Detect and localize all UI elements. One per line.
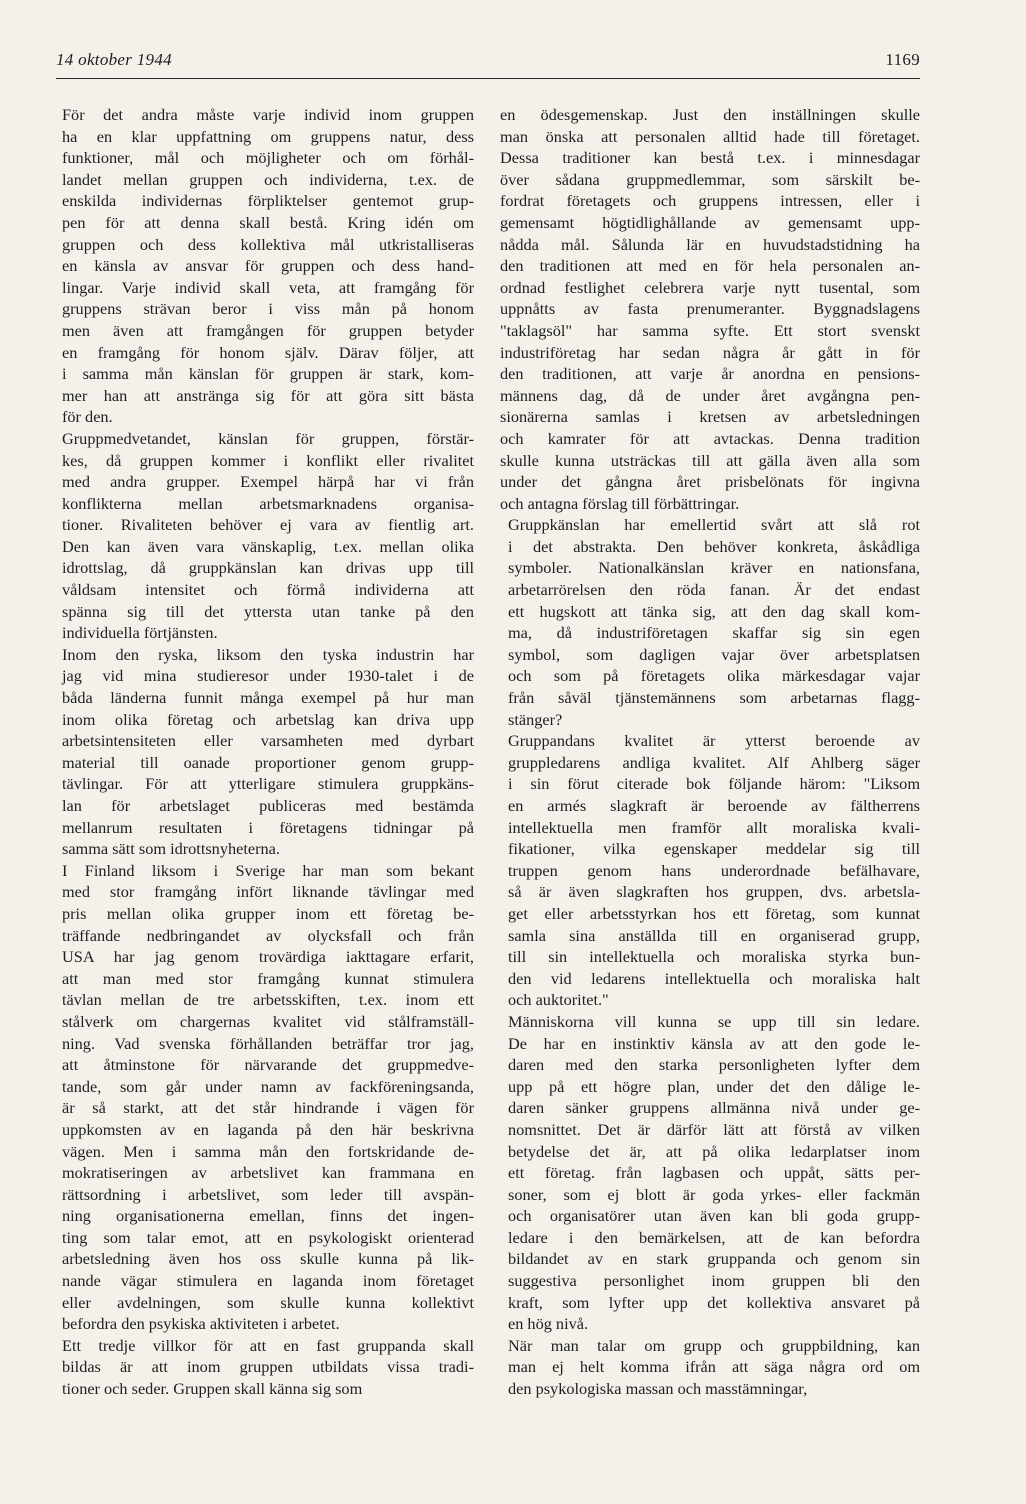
text-line: Gruppmedvetandet, känslan för gruppen, förstär- [62, 428, 474, 448]
text-line: så är även slagkraften hos gruppen, dvs. arbetsla- [508, 882, 920, 902]
text-line: träffande nedbringandet av olycksfall och från [62, 925, 474, 945]
text-line: betydelse det är, att på olika ledarplatser inom [508, 1141, 920, 1161]
text-line: ting som talar emot, att en psykologiskt orienterad [62, 1227, 474, 1247]
text-line: man ej helt komma ifrån att säga några ord om [508, 1357, 920, 1377]
running-header [56, 50, 920, 79]
text-line: uppnåtts av fasta prenumeranter. Byggnadslagens [500, 299, 920, 319]
text-line: Den kan även vara vänskaplig, t.ex. mellan olika [62, 536, 474, 556]
text-line: individuella förtjänsten. [62, 623, 218, 643]
text-line: tande, som går under namn av fackföreningsanda, [62, 1076, 474, 1096]
text-line: rättsordning i arbetslivet, som leder till avspän- [62, 1184, 474, 1204]
text-line: upp på ett högre plan, under det den dålige le- [508, 1076, 920, 1096]
text-line: är så starkt, att det står hindrande i vägen för [62, 1098, 474, 1118]
text-line: ledare i den bemärkelsen, att de kan befordra [508, 1227, 920, 1247]
text-line: material till oanade proportioner genom grupp- [62, 752, 474, 772]
text-line: enskilda individernas förpliktelser gentemot grup- [62, 191, 474, 211]
text-line: och organisatörer utan även kan bli goda grupp- [508, 1206, 920, 1226]
text-line: Ett tredje villkor för att en fast gruppanda skall [62, 1335, 474, 1355]
text-line: den traditionen, att varje år anordna en pensions- [500, 364, 920, 384]
text-line: fordrat företagets och gruppens intressen, eller i [500, 191, 920, 211]
text-line: tioner. Rivaliteten behöver ej vara av fientlig art. [62, 515, 474, 535]
text-line: fikationer, vilka egenskaper meddelar sig till [508, 839, 920, 859]
text-line: pris mellan olika grupper inom ett företag be- [62, 903, 474, 923]
text-line: bildandet av en stark gruppanda och genom sin [508, 1249, 920, 1269]
text-line: en armés slagkraft är beroende av fältherrens [508, 796, 920, 815]
text-line: med andra grupper. Exempel härpå har vi från [62, 472, 474, 492]
text-line: att man med stor framgång kunnat stimulera [62, 968, 474, 988]
text-line: nande vägar stimulera en laganda inom företaget [62, 1271, 474, 1291]
text-line: ha en klar uppfattning om gruppens natur, dess [62, 126, 474, 146]
text-line: att åtminstone för närvarande det gruppmedve- [62, 1055, 474, 1075]
text-line: eller avdelningen, som skulle kunna kollektivt [62, 1292, 474, 1312]
text-line: i sin förut citerade bok följande härom: "Liksom [508, 774, 920, 794]
text-line: kraft, som lyfter upp det kollektiva ansvaret på [508, 1292, 920, 1312]
text-line: och auktoritet." [508, 990, 609, 1010]
text-line: våldsam intensitet och förmå individerna att [62, 580, 474, 600]
text-line: nomsnittet. Det är därför lätt att förstå av vilken [508, 1119, 920, 1139]
text-line: över sådana gruppmedlemmar, som särskilt be- [500, 169, 920, 189]
text-line: Människorna vill kunna se upp till sin ledare. [508, 1011, 920, 1031]
text-line: kes, då gruppen kommer i konflikt eller rivalitet [62, 450, 474, 470]
paragraph [500, 1335, 920, 1400]
text-line: När man talar om grupp och gruppbildning, kan [508, 1335, 920, 1355]
text-line: jag vid mina studieresor under 1930-talet i de [62, 666, 474, 686]
text-line: gemensamt högtidlighållande av gemensamt upp- [500, 212, 920, 232]
text-line: den traditionen att med en för hela personalen an- [500, 256, 920, 276]
text-line: i samma mån känslan för gruppen är stark, kom- [62, 364, 474, 384]
text-line: lingar. Varje individ skall veta, att framgång för [62, 277, 474, 297]
text-line: symboler. Nationalkänslan kräver en nationsfana, [508, 558, 920, 578]
text-line: För det andra måste varje individ inom gruppen [62, 105, 474, 124]
text-line: en framgång för honom själv. Därav följer, att [62, 342, 474, 362]
text-line: uppkomsten av en laganda på den här beskrivna [62, 1119, 474, 1139]
text-line: och som på företagets olika märkesdagar vajar [508, 666, 920, 686]
text-line: soner, som ej blott är goda yrkes- eller fackmän [508, 1184, 920, 1204]
text-line: suggestiva personlighet inom gruppen bli den [508, 1271, 920, 1291]
text-line: landet mellan gruppen och individerna, t.ex. de [62, 169, 474, 189]
text-line: Gruppandans kvalitet är ytterst beroende av [508, 731, 920, 751]
right-text-column [500, 104, 920, 1400]
paragraph [54, 644, 474, 860]
text-line: man önska att personalen alltid hade till företaget. [500, 126, 920, 146]
text-line: vägen. Men i samma mån den fortskridande de- [62, 1141, 474, 1161]
text-line: nådda mål. Sålunda lär en huvudstadstidning ha [500, 234, 920, 254]
text-line: och kamrater för att avtackas. Denna tradition [500, 428, 920, 448]
text-line: Dessa traditioner kan bestå t.ex. i minnesdagar [500, 148, 920, 168]
text-line: daren sänker gruppens allmänna nivå under ge- [508, 1098, 920, 1118]
text-line: gruppledarens andliga kvalitet. Alf Ahlberg säger [508, 752, 920, 772]
text-line: till sin intellektuella och moraliska styrka bun- [508, 947, 920, 967]
text-line: mer han att anstränga sig för att göra sitt bästa [62, 385, 474, 405]
text-line: De har en instinktiv känsla av att den gode le- [508, 1033, 920, 1053]
text-line: truppen genom hans underordnade befälhavare, [508, 860, 920, 880]
paragraph [54, 1335, 474, 1400]
paragraph [54, 428, 474, 644]
text-line: gruppen och dess kollektiva mål utkristalliseras [62, 234, 474, 254]
text-line: tävlan mellan de tre arbetsskiften, t.ex. inom ett [62, 990, 474, 1010]
text-line: med stor framgång infört liknande tävlingar med [62, 882, 474, 902]
text-line: ning. Vad svenska förhållanden beträffar tror jag, [62, 1033, 474, 1053]
text-line: samma sätt som idrottsnyheterna. [62, 839, 280, 859]
text-line: ning organisationerna emellan, finns det ingen- [62, 1206, 474, 1226]
text-line: symbol, som dagligen vajar över arbetsplatsen [508, 644, 920, 664]
left-text-column [54, 104, 474, 1400]
text-line: arbetarrörelsen den röda fanan. Är det endast [508, 580, 920, 600]
text-line: stålverk om chargernas kvalitet vid stålframställ- [62, 1011, 474, 1031]
paragraph [54, 860, 474, 1335]
text-line: ma, då industriföretagen skaffar sig sin egen [508, 623, 920, 643]
text-line: arbetsledning även hos oss skulle kunna på lik- [62, 1249, 474, 1269]
text-line: Inom den ryska, liksom den tyska industrin har [62, 644, 474, 664]
text-line: ett företag. från lagbasen och uppåt, sätts per- [508, 1163, 920, 1183]
paragraph [54, 104, 474, 428]
text-line: USA har jag genom trovärdiga iakttagare erfarit, [62, 947, 474, 967]
text-line: den vid ledarens intellektuella och moraliska halt [508, 968, 920, 988]
text-line: intellektuella men framför allt moraliska kvali- [508, 817, 920, 837]
text-line: inom olika företag och arbetslag kan driva upp [62, 709, 474, 729]
text-line: idrottslag, då gruppkänslan kan drivas upp till [62, 558, 474, 578]
text-line: en hög nivå. [508, 1314, 589, 1334]
paragraph [500, 514, 920, 730]
text-line: och antagna förslag till förbättringar. [500, 493, 740, 513]
text-line: tioner och seder. Gruppen skall känna sig som [62, 1379, 363, 1399]
text-line: konflikterna mellan arbetsmarknadens organisa- [62, 493, 474, 513]
text-line: Gruppkänslan har emellertid svårt att slå rot [508, 515, 920, 535]
text-line: lan för arbetslaget publiceras med bestämda [62, 796, 474, 815]
text-line: funktioner, mål och möjligheter och om förhål- [62, 148, 474, 168]
text-line: mellanrum resultaten i företagens tidningar på [62, 817, 474, 837]
text-line: båda länderna funnit många exempel på hur man [62, 688, 474, 708]
text-line: "taklagsöl" har samma syfte. Ett stort svenskt [500, 320, 920, 340]
text-line: industriföretag har sedan några år gått in för [500, 342, 920, 362]
text-line: tävlingar. För att ytterligare stimulera gruppkäns- [62, 774, 474, 794]
text-line: ett hugskott att tänka sig, att den dag skall kom- [508, 601, 920, 621]
text-line: pen för att denna skall bestå. Kring idén om [62, 212, 474, 232]
text-line: samla sina anställda till en organiserad grupp, [508, 925, 920, 945]
text-line: skulle kunna utsträckas till att gälla även alla som [500, 450, 920, 470]
paragraph [500, 104, 920, 514]
text-line: spänna sig till det yttersta utan tanke på den [62, 601, 474, 621]
text-line: men även att framgången för gruppen betyder [62, 320, 474, 340]
paragraph [500, 730, 920, 1011]
issue-date: 14 oktober 1944 [56, 50, 172, 69]
text-line: under det gångna året prisbelönats för ingivna [500, 472, 920, 492]
page-number: 1169 [885, 50, 920, 69]
text-line: gruppens strävan beror i viss mån på honom [62, 299, 474, 319]
text-line: sionärerna samlas i kretsen av arbetsledningen [500, 407, 920, 427]
text-line: I Finland liksom i Sverige har man som bekant [62, 860, 474, 880]
text-line: i det abstrakta. Den behöver konkreta, åskådliga [508, 536, 920, 556]
text-line: ordnad festlighet celebrera varje nytt tusental, som [500, 277, 920, 297]
text-line: bildas är att inom gruppen utbildats vissa tradi- [62, 1357, 474, 1377]
text-line: männens dag, då de under året avgångna pen- [500, 385, 920, 405]
text-line: en känsla av ansvar för gruppen och dess hand- [62, 256, 474, 276]
text-line: den psykologiska massan och masstämningar, [508, 1379, 808, 1399]
text-line: för den. [62, 407, 113, 427]
paragraph [500, 1011, 920, 1335]
text-line: daren med den starka personligheten lyfter dem [508, 1055, 920, 1075]
text-line: från såväl tjänstemännens som arbetarnas flagg- [508, 688, 920, 708]
text-line: get eller arbetsstyrkan hos ett företag, som kunnat [508, 903, 920, 923]
text-line: arbetsintensiteten eller varsamheten med dyrbart [62, 731, 474, 751]
text-line: befordra den psykiska aktiviteten i arbetet. [62, 1314, 340, 1334]
text-line: en ödesgemenskap. Just den inställningen skulle [500, 105, 920, 124]
text-line: stänger? [508, 709, 563, 729]
text-line: mokratiseringen av arbetslivet kan frammana en [62, 1163, 474, 1183]
